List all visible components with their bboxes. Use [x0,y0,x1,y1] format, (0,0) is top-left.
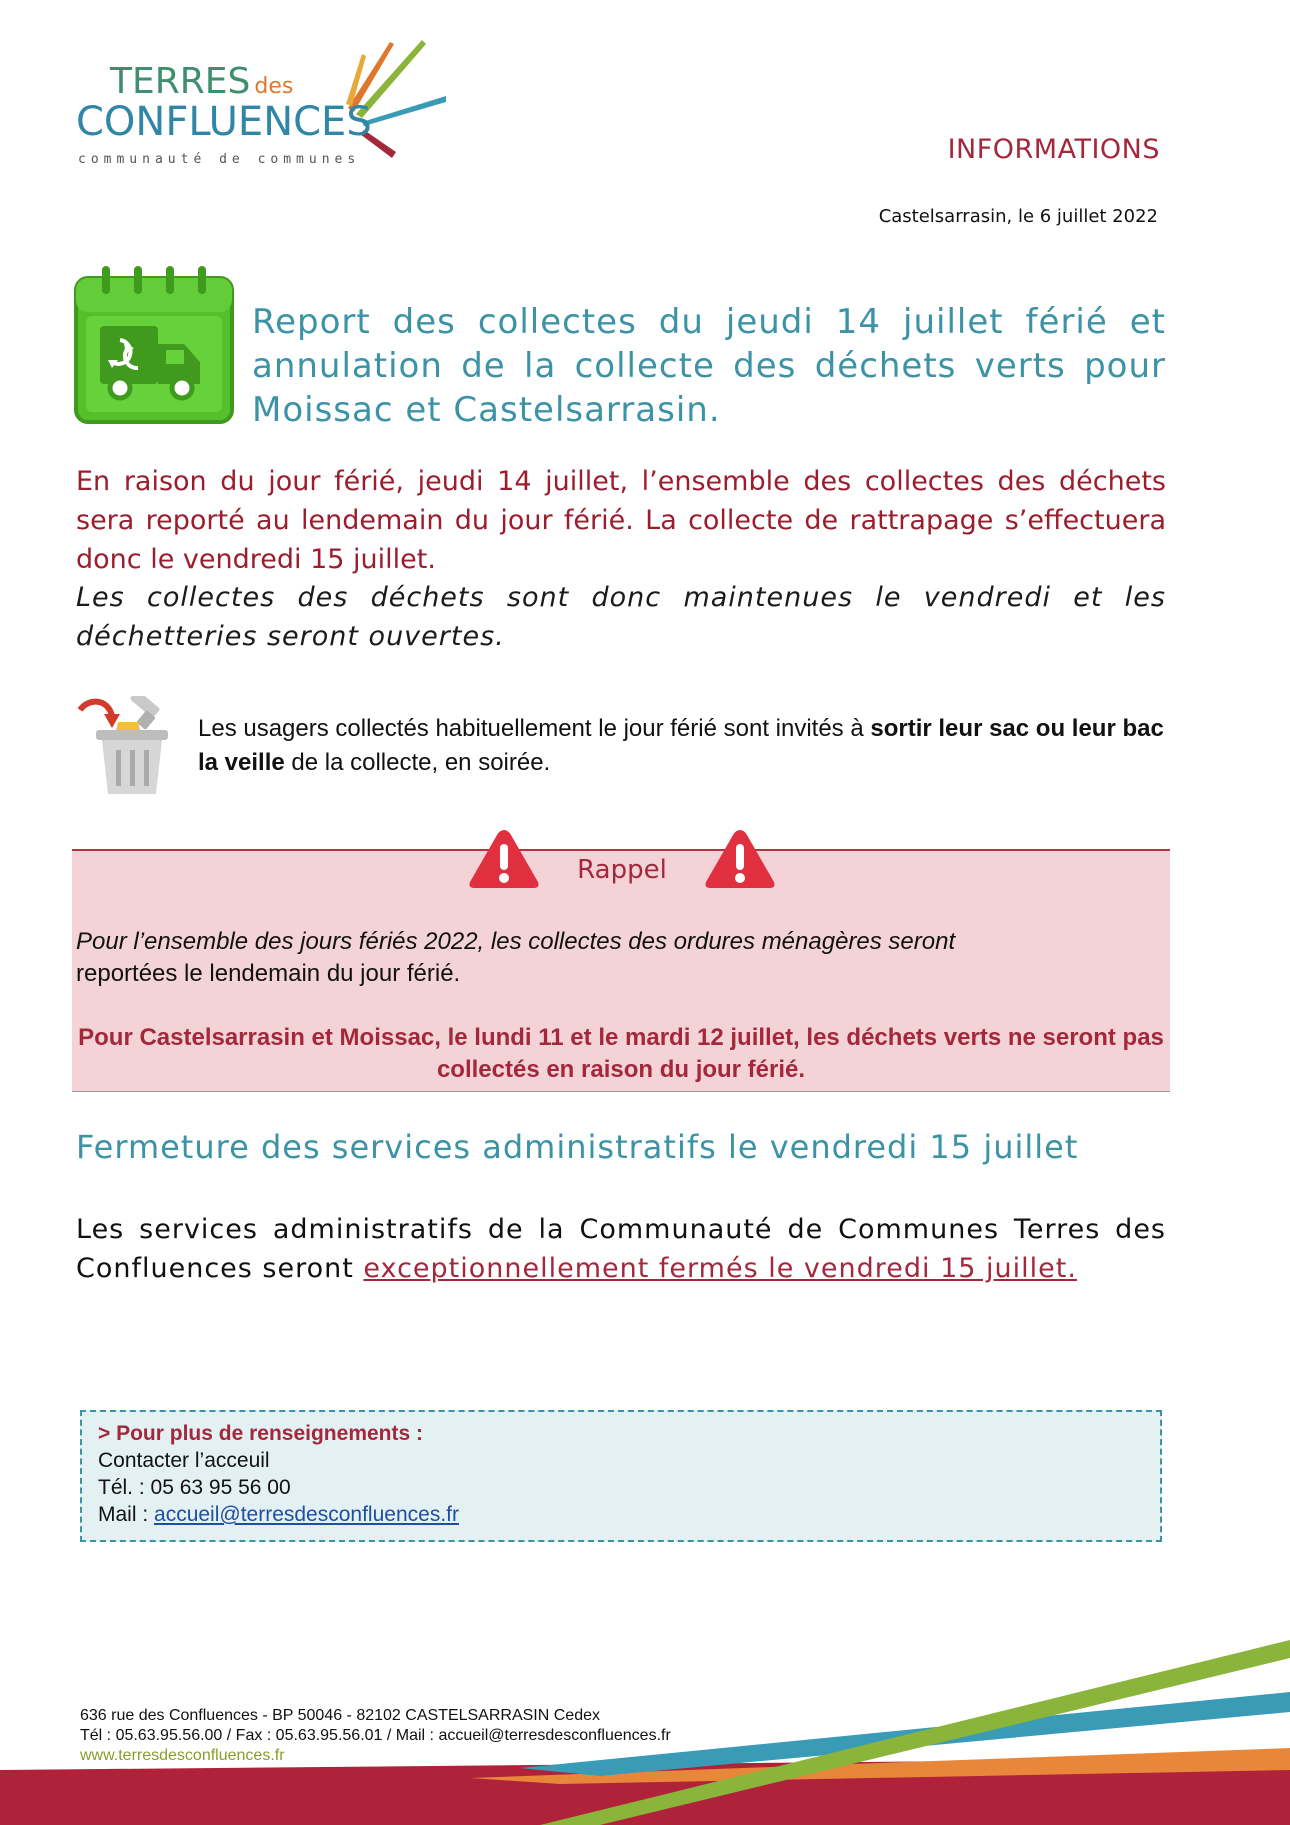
contact-email-link[interactable]: accueil@terresdesconfluences.fr [154,1503,459,1526]
trash-bin-icon [78,696,182,796]
closure-highlight: exceptionnellement fermés le vendredi 15 juillet. [363,1253,1077,1284]
logo-subtitle: communauté de communes [78,152,361,167]
reminder-title: Rappel [577,855,667,885]
intro-italic-paragraph: Les collectes des déchets sont donc maintenues le vendredi et les déchetteries seront ouvertes. [76,582,1166,652]
contact-heading: > Pour plus de renseignements : [98,1422,423,1445]
reminder-paragraph: Pour l’ensemble des jours fériés 2022, les collectes des ordures ménagères seront reportées le lendemain du jour férié. [76,928,956,987]
recycling-truck-calendar-icon [72,264,236,428]
footer-info [80,1706,671,1766]
warning-icon [702,826,778,892]
contact-mail-row: Mail : accueil@terresdesconfluences.fr [98,1503,459,1526]
footer-address: 636 rue des Confluences - BP 50046 - 82102 CASTELSARRASIN Cedex [80,1707,600,1724]
closure-section-title: Fermeture des services administratifs le vendredi 15 juillet [76,1128,1079,1166]
main-title: Report des collectes du jeudi 14 juillet férié et annulation de la collecte des déchets verts pour Moissac et Castelsarrasin. [252,302,1166,430]
footer-website-link[interactable]: www.terresdesconfluences.fr [80,1747,285,1764]
contact-line: Contacter l’acceuil [98,1449,270,1472]
contact-box [80,1410,1162,1542]
closure-paragraph: Les services administratifs de la Communauté de Communes Terres des Confluences seront exceptionnellement fermés le vendredi 15 juillet. [76,1214,1166,1284]
reminder-green-waste-notice: Pour Castelsarrasin et Moissac, le lundi 11 et le mardi 12 juillet, les déchets verts ne seront pas collectés en raison du jour férié. [78,1024,1164,1083]
footer-contacts: Tél : 05.63.95.56.00 / Fax : 05.63.95.56.01 / Mail : accueil@terresdesconfluences.fr [80,1727,671,1744]
logo-wordmark-top: TERRES des [110,61,294,102]
contact-phone: Tél. : 05 63 95 56 00 [98,1476,291,1499]
document-date: Castelsarrasin, le 6 juillet 2022 [878,206,1158,227]
warning-icon [466,826,542,892]
intro-paragraph: En raison du jour férié, jeudi 14 juillet, l’ensemble des collectes des déchets sera reporté au lendemain du jour férié. La collecte de rattrapage s’effectuera donc le vendredi 15 juillet. [76,466,1166,575]
document-type-label: INFORMATIONS [947,134,1160,165]
logo-wordmark-bottom: CONFLUENCES [76,99,372,145]
bin-instruction: Les usagers collectés habituellement le jour férié sont invités à sortir leur sac ou leur bac la veille de la collecte, en soirée. [198,715,1164,776]
brand-logo [76,34,436,174]
